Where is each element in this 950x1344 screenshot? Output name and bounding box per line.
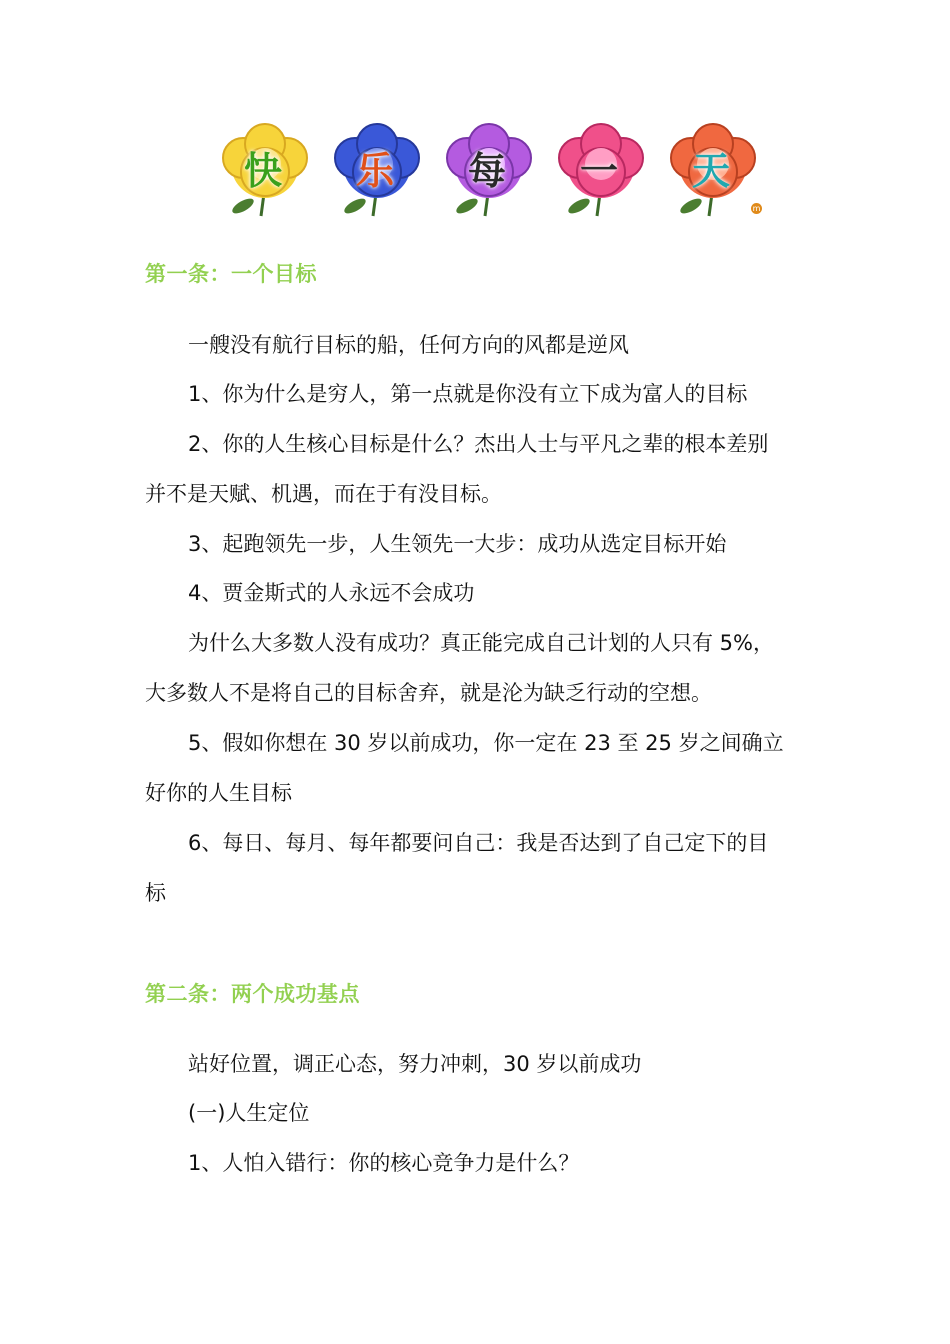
rose-icon-1 — [213, 118, 321, 223]
paragraph-line: 为什么大多数人没有成功？真正能完成自己计划的人只有 5%， — [188, 631, 774, 655]
banner-char: 快 — [243, 148, 282, 193]
paragraph-line: 6、每日、每月、每年都要问自己：我是否达到了自己定下的目 — [188, 831, 769, 855]
paragraph-line: 2、你的人生核心目标是什么？杰出人士与平凡之辈的根本差别 — [188, 432, 769, 456]
banner-char: 一 — [579, 148, 618, 193]
paragraph-line: (一)人生定位 — [188, 1101, 310, 1125]
paragraph-line: 5、假如你想在 30 岁以前成功，你一定在 23 至 25 岁之间确立 — [188, 731, 784, 755]
banner-char: 天 — [691, 148, 730, 193]
section-heading-2: 第二条：两个成功基点 — [145, 982, 360, 1006]
paragraph-line: 4、贾金斯式的人永远不会成功 — [188, 581, 475, 605]
paragraph-line: 标 — [145, 881, 166, 905]
banner-char: 乐 — [355, 148, 394, 193]
paragraph-line: 站好位置，调正心态，努力冲刺，30 岁以前成功 — [188, 1052, 642, 1076]
paragraph-line: 1、人怕入错行：你的核心竞争力是什么？ — [188, 1151, 580, 1175]
section-heading-1: 第一条：一个目标 — [145, 262, 317, 286]
banner-roses — [213, 118, 773, 223]
paragraph-line: 3、起跑领先一步，人生领先一大步：成功从选定目标开始 — [188, 532, 727, 556]
paragraph-line: 大多数人不是将自己的目标舍弃，就是沦为缺乏行动的空想。 — [145, 681, 712, 705]
rose-icon-3 — [437, 118, 545, 223]
paragraph-line: 一艘没有航行目标的船，任何方向的风都是逆风 — [188, 333, 629, 357]
brand-mark-icon: m — [752, 204, 761, 213]
rose-icon-2 — [325, 118, 433, 223]
banner-char: 每 — [467, 148, 506, 193]
paragraph-line: 1、你为什么是穷人，第一点就是你没有立下成为富人的目标 — [188, 382, 748, 406]
paragraph-line: 并不是天赋、机遇，而在于有没目标。 — [145, 482, 502, 506]
rose-icon-4 — [549, 118, 657, 223]
paragraph-line: 好你的人生目标 — [145, 781, 292, 805]
